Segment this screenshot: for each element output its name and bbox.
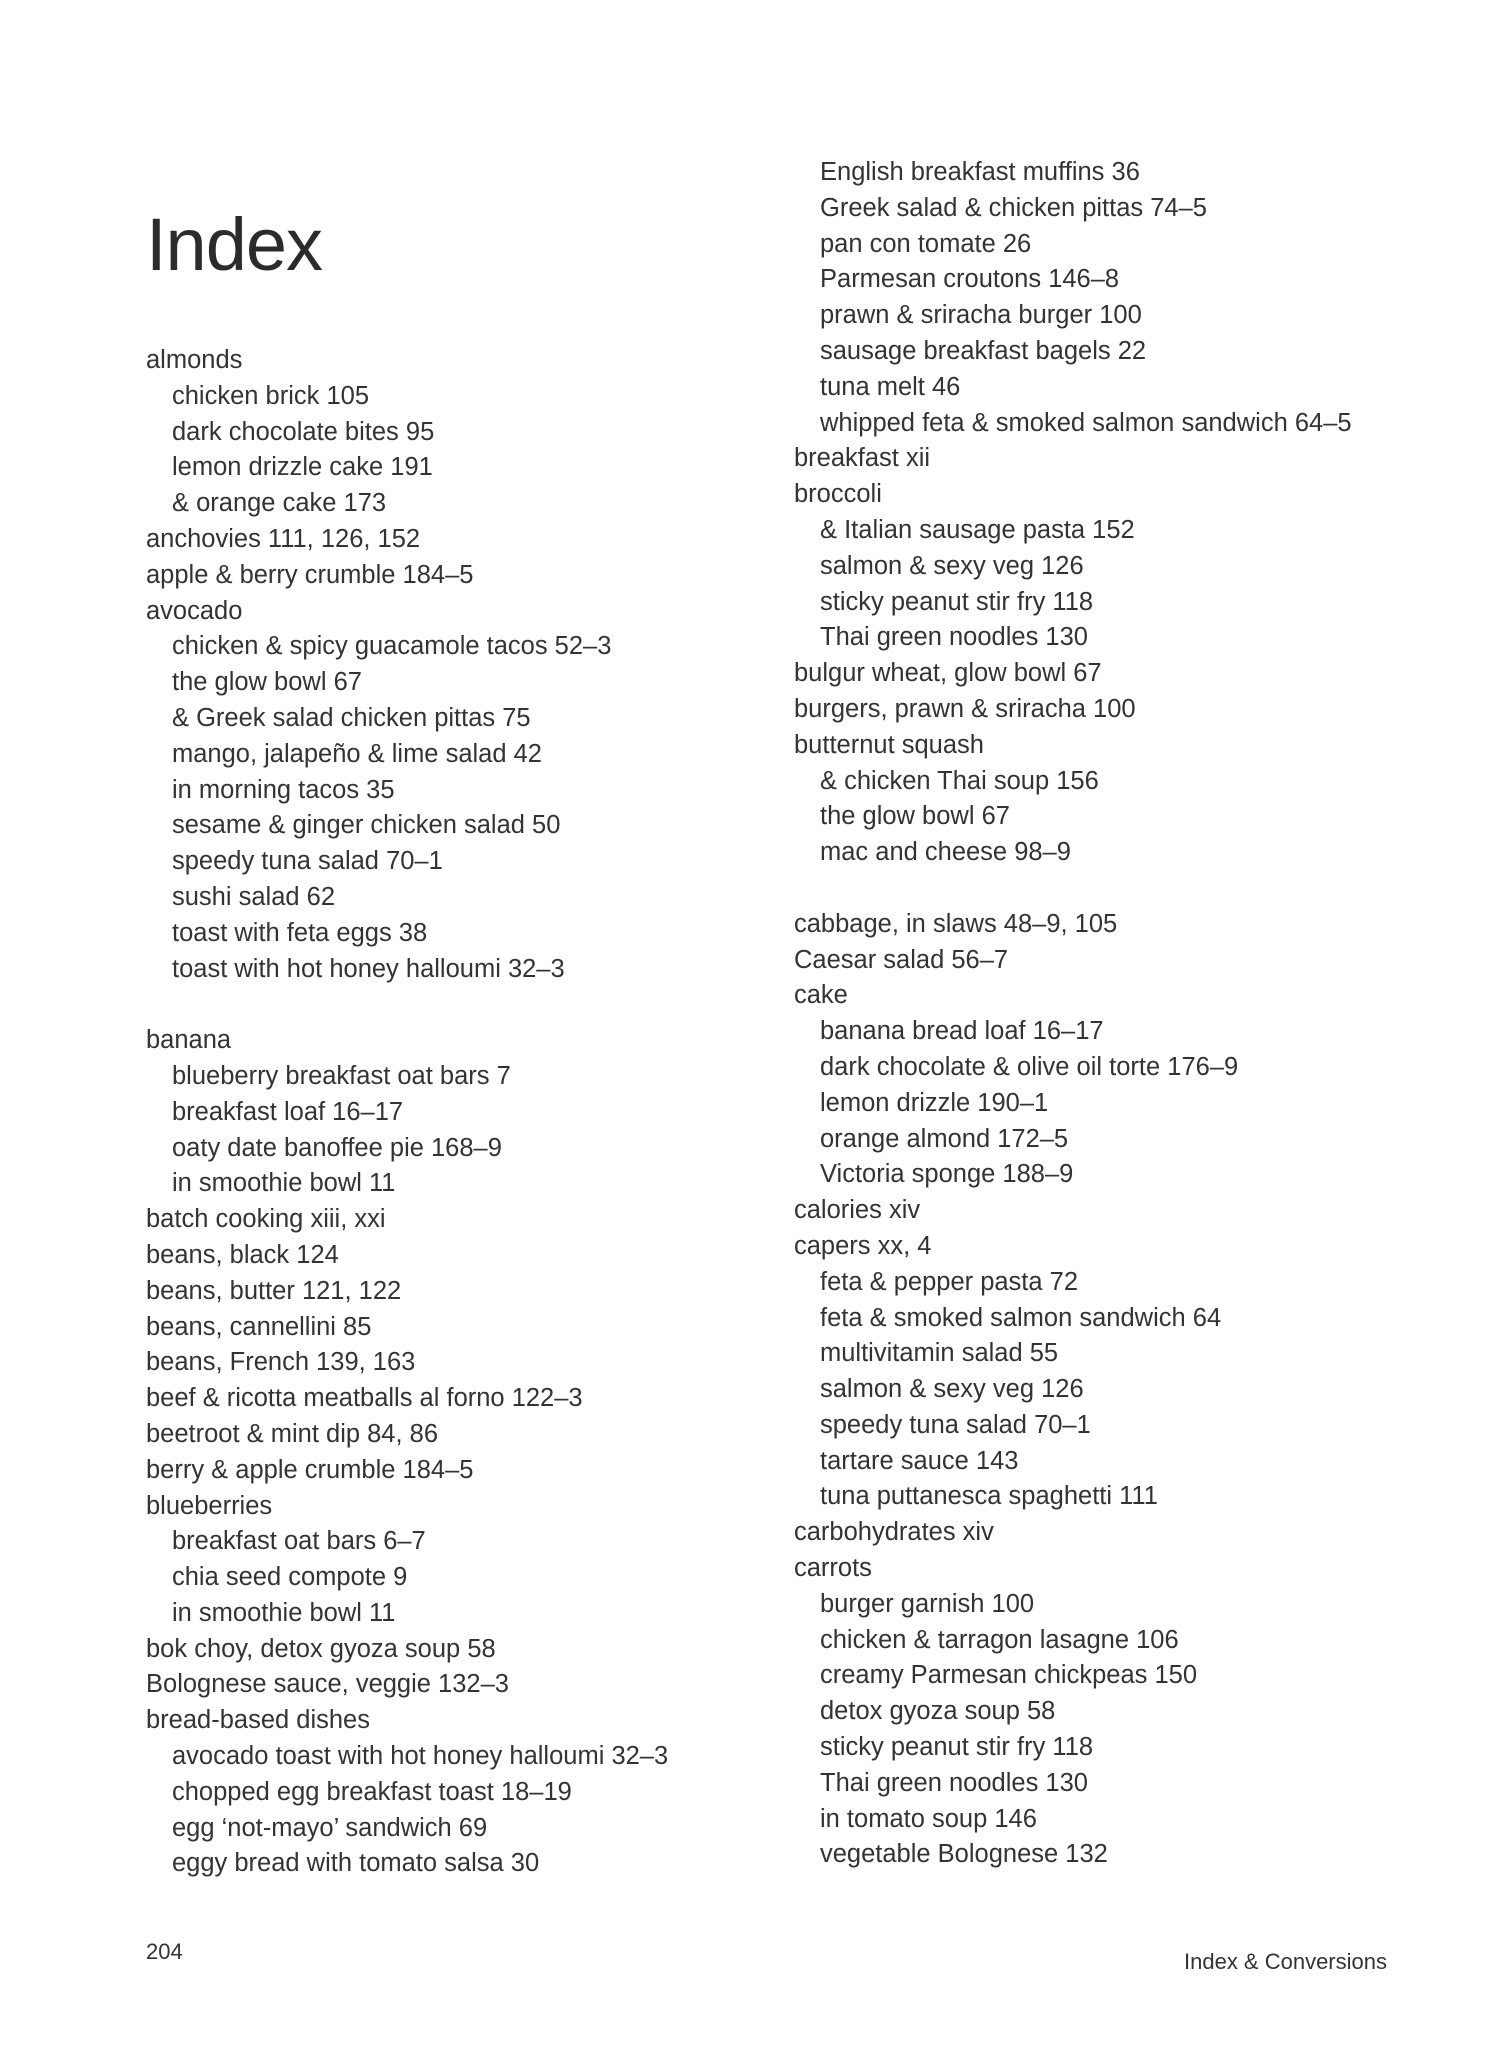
- index-subentry: chicken brick 105: [172, 381, 370, 410]
- index-subentry: feta & smoked salmon sandwich 64: [820, 1303, 1222, 1332]
- index-subentry: & orange cake 173: [172, 489, 387, 518]
- index-subentry: mango, jalapeño & lime salad 42: [172, 739, 542, 768]
- section-footer: Index & Conversions: [1184, 1949, 1387, 1974]
- letter-group-gap: [794, 871, 1474, 907]
- index-subentry: vegetable Bolognese 132: [820, 1840, 1108, 1869]
- index-subentry: breakfast loaf 16–17: [172, 1097, 404, 1126]
- index-subentry: burger garnish 100: [820, 1589, 1035, 1618]
- index-subentry: toast with feta eggs 38: [172, 918, 428, 947]
- index-subentry: whipped feta & smoked salmon sandwich 64–5: [820, 408, 1352, 437]
- index-subentry: breakfast oat bars 6–7: [172, 1527, 426, 1556]
- index-subentry: Parmesan croutons 146–8: [820, 265, 1120, 294]
- index-entry: butternut squash: [794, 730, 984, 759]
- index-subentry: English breakfast muffins 36: [820, 158, 1140, 186]
- index-subentry: sticky peanut stir fry 118: [820, 1733, 1094, 1762]
- index-entry: beans, butter 121, 122: [146, 1276, 402, 1305]
- index-subentry: dark chocolate & olive oil torte 176–9: [820, 1052, 1239, 1081]
- index-column-left: [146, 343, 746, 1882]
- index-entry: Bolognese sauce, veggie 132–3: [146, 1670, 509, 1699]
- index-entry: berry & apple crumble 184–5: [146, 1455, 474, 1484]
- index-entry: blueberries: [146, 1491, 273, 1520]
- index-subentry: lemon drizzle 190–1: [820, 1088, 1049, 1117]
- index-entry: batch cooking xiii, xxi: [146, 1205, 386, 1234]
- index-subentry: sesame & ginger chicken salad 50: [172, 811, 561, 840]
- index-subentry: egg ‘not-mayo’ sandwich 69: [172, 1813, 488, 1842]
- index-subentry: lemon drizzle cake 191: [172, 453, 433, 482]
- index-subentry: in morning tacos 35: [172, 775, 395, 804]
- index-entry: apple & berry crumble 184–5: [146, 560, 474, 589]
- index-subentry: creamy Parmesan chickpeas 150: [820, 1661, 1198, 1690]
- index-subentry: chopped egg breakfast toast 18–19: [172, 1777, 572, 1806]
- index-column-right: [794, 155, 1474, 1873]
- index-entry: anchovies 111, 126, 152: [146, 524, 421, 553]
- index-subentry: prawn & sriracha burger 100: [820, 301, 1142, 330]
- index-subentry: & Italian sausage pasta 152: [820, 515, 1135, 544]
- index-subentry: & Greek salad chicken pittas 75: [172, 703, 531, 732]
- index-subentry: & chicken Thai soup 156: [820, 766, 1099, 795]
- index-subentry: sticky peanut stir fry 118: [820, 587, 1094, 616]
- index-subentry: detox gyoza soup 58: [820, 1697, 1056, 1726]
- index-entry: broccoli: [794, 480, 882, 509]
- index-subentry: salmon & sexy veg 126: [820, 1375, 1084, 1404]
- index-subentry: the glow bowl 67: [820, 802, 1010, 831]
- index-subentry: in smoothie bowl 11: [172, 1598, 396, 1627]
- index-subentry: chia seed compote 9: [172, 1563, 408, 1592]
- index-entry: avocado: [146, 596, 243, 625]
- index-subentry: toast with hot honey halloumi 32–3: [172, 954, 565, 983]
- index-subentry: oaty date banoffee pie 168–9: [172, 1133, 502, 1162]
- index-subentry: salmon & sexy veg 126: [820, 551, 1084, 580]
- index-entry: carrots: [794, 1554, 872, 1583]
- index-entry: almonds: [146, 346, 243, 374]
- index-entry: cabbage, in slaws 48–9, 105: [794, 909, 1118, 938]
- index-entry: Caesar salad 56–7: [794, 945, 1009, 974]
- index-subentry: tuna puttanesca spaghetti 111: [820, 1482, 1158, 1511]
- index-entry: burgers, prawn & sriracha 100: [794, 694, 1136, 723]
- index-entry: banana: [146, 1026, 232, 1055]
- index-subentry: Victoria sponge 188–9: [820, 1160, 1074, 1189]
- index-subentry: orange almond 172–5: [820, 1124, 1069, 1153]
- index-subentry: Greek salad & chicken pittas 74–5: [820, 193, 1207, 222]
- index-entry: beetroot & mint dip 84, 86: [146, 1419, 439, 1448]
- index-subentry: eggy bread with tomato salsa 30: [172, 1849, 540, 1878]
- index-entry: beans, black 124: [146, 1240, 339, 1269]
- index-subentry: mac and cheese 98–9: [820, 838, 1071, 867]
- index-entry: beans, French 139, 163: [146, 1348, 416, 1377]
- index-subentry: multivitamin salad 55: [820, 1339, 1059, 1368]
- index-entry: bread-based dishes: [146, 1706, 370, 1735]
- index-subentry: sausage breakfast bagels 22: [820, 336, 1147, 365]
- index-subentry: feta & pepper pasta 72: [820, 1267, 1079, 1296]
- index-subentry: speedy tuna salad 70–1: [820, 1410, 1091, 1439]
- index-subentry: pan con tomate 26: [820, 229, 1032, 258]
- index-subentry: speedy tuna salad 70–1: [172, 847, 443, 876]
- index-entry: carbohydrates xiv: [794, 1518, 994, 1547]
- index-entry: beef & ricotta meatballs al forno 122–3: [146, 1384, 583, 1413]
- index-subentry: banana bread loaf 16–17: [820, 1017, 1104, 1046]
- index-subentry: chicken & tarragon lasagne 106: [820, 1625, 1179, 1654]
- index-subentry: Thai green noodles 130: [820, 623, 1088, 652]
- index-subentry: blueberry breakfast oat bars 7: [172, 1061, 511, 1090]
- index-entry: beans, cannellini 85: [146, 1312, 372, 1341]
- page-title: Index: [146, 202, 323, 286]
- index-subentry: tuna melt 46: [820, 372, 961, 401]
- page-number: 204: [146, 1939, 183, 1964]
- letter-group-gap: [146, 987, 746, 1023]
- index-entry: cake: [794, 981, 848, 1010]
- index-subentry: tartare sauce 143: [820, 1446, 1019, 1475]
- index-entry: capers xx, 4: [794, 1231, 932, 1260]
- index-subentry: in smoothie bowl 11: [172, 1169, 396, 1198]
- index-entry: bok choy, detox gyoza soup 58: [146, 1634, 496, 1663]
- index-entry: bulgur wheat, glow bowl 67: [794, 659, 1102, 688]
- index-subentry: the glow bowl 67: [172, 668, 362, 697]
- index-entry: breakfast xii: [794, 444, 931, 473]
- index-subentry: Thai green noodles 130: [820, 1768, 1088, 1797]
- index-subentry: sushi salad 62: [172, 882, 336, 911]
- index-subentry: avocado toast with hot honey halloumi 32–3: [172, 1742, 669, 1771]
- index-subentry: dark chocolate bites 95: [172, 417, 435, 446]
- index-entry: calories xiv: [794, 1196, 921, 1225]
- index-subentry: chicken & spicy guacamole tacos 52–3: [172, 632, 612, 661]
- index-subentry: in tomato soup 146: [820, 1804, 1037, 1833]
